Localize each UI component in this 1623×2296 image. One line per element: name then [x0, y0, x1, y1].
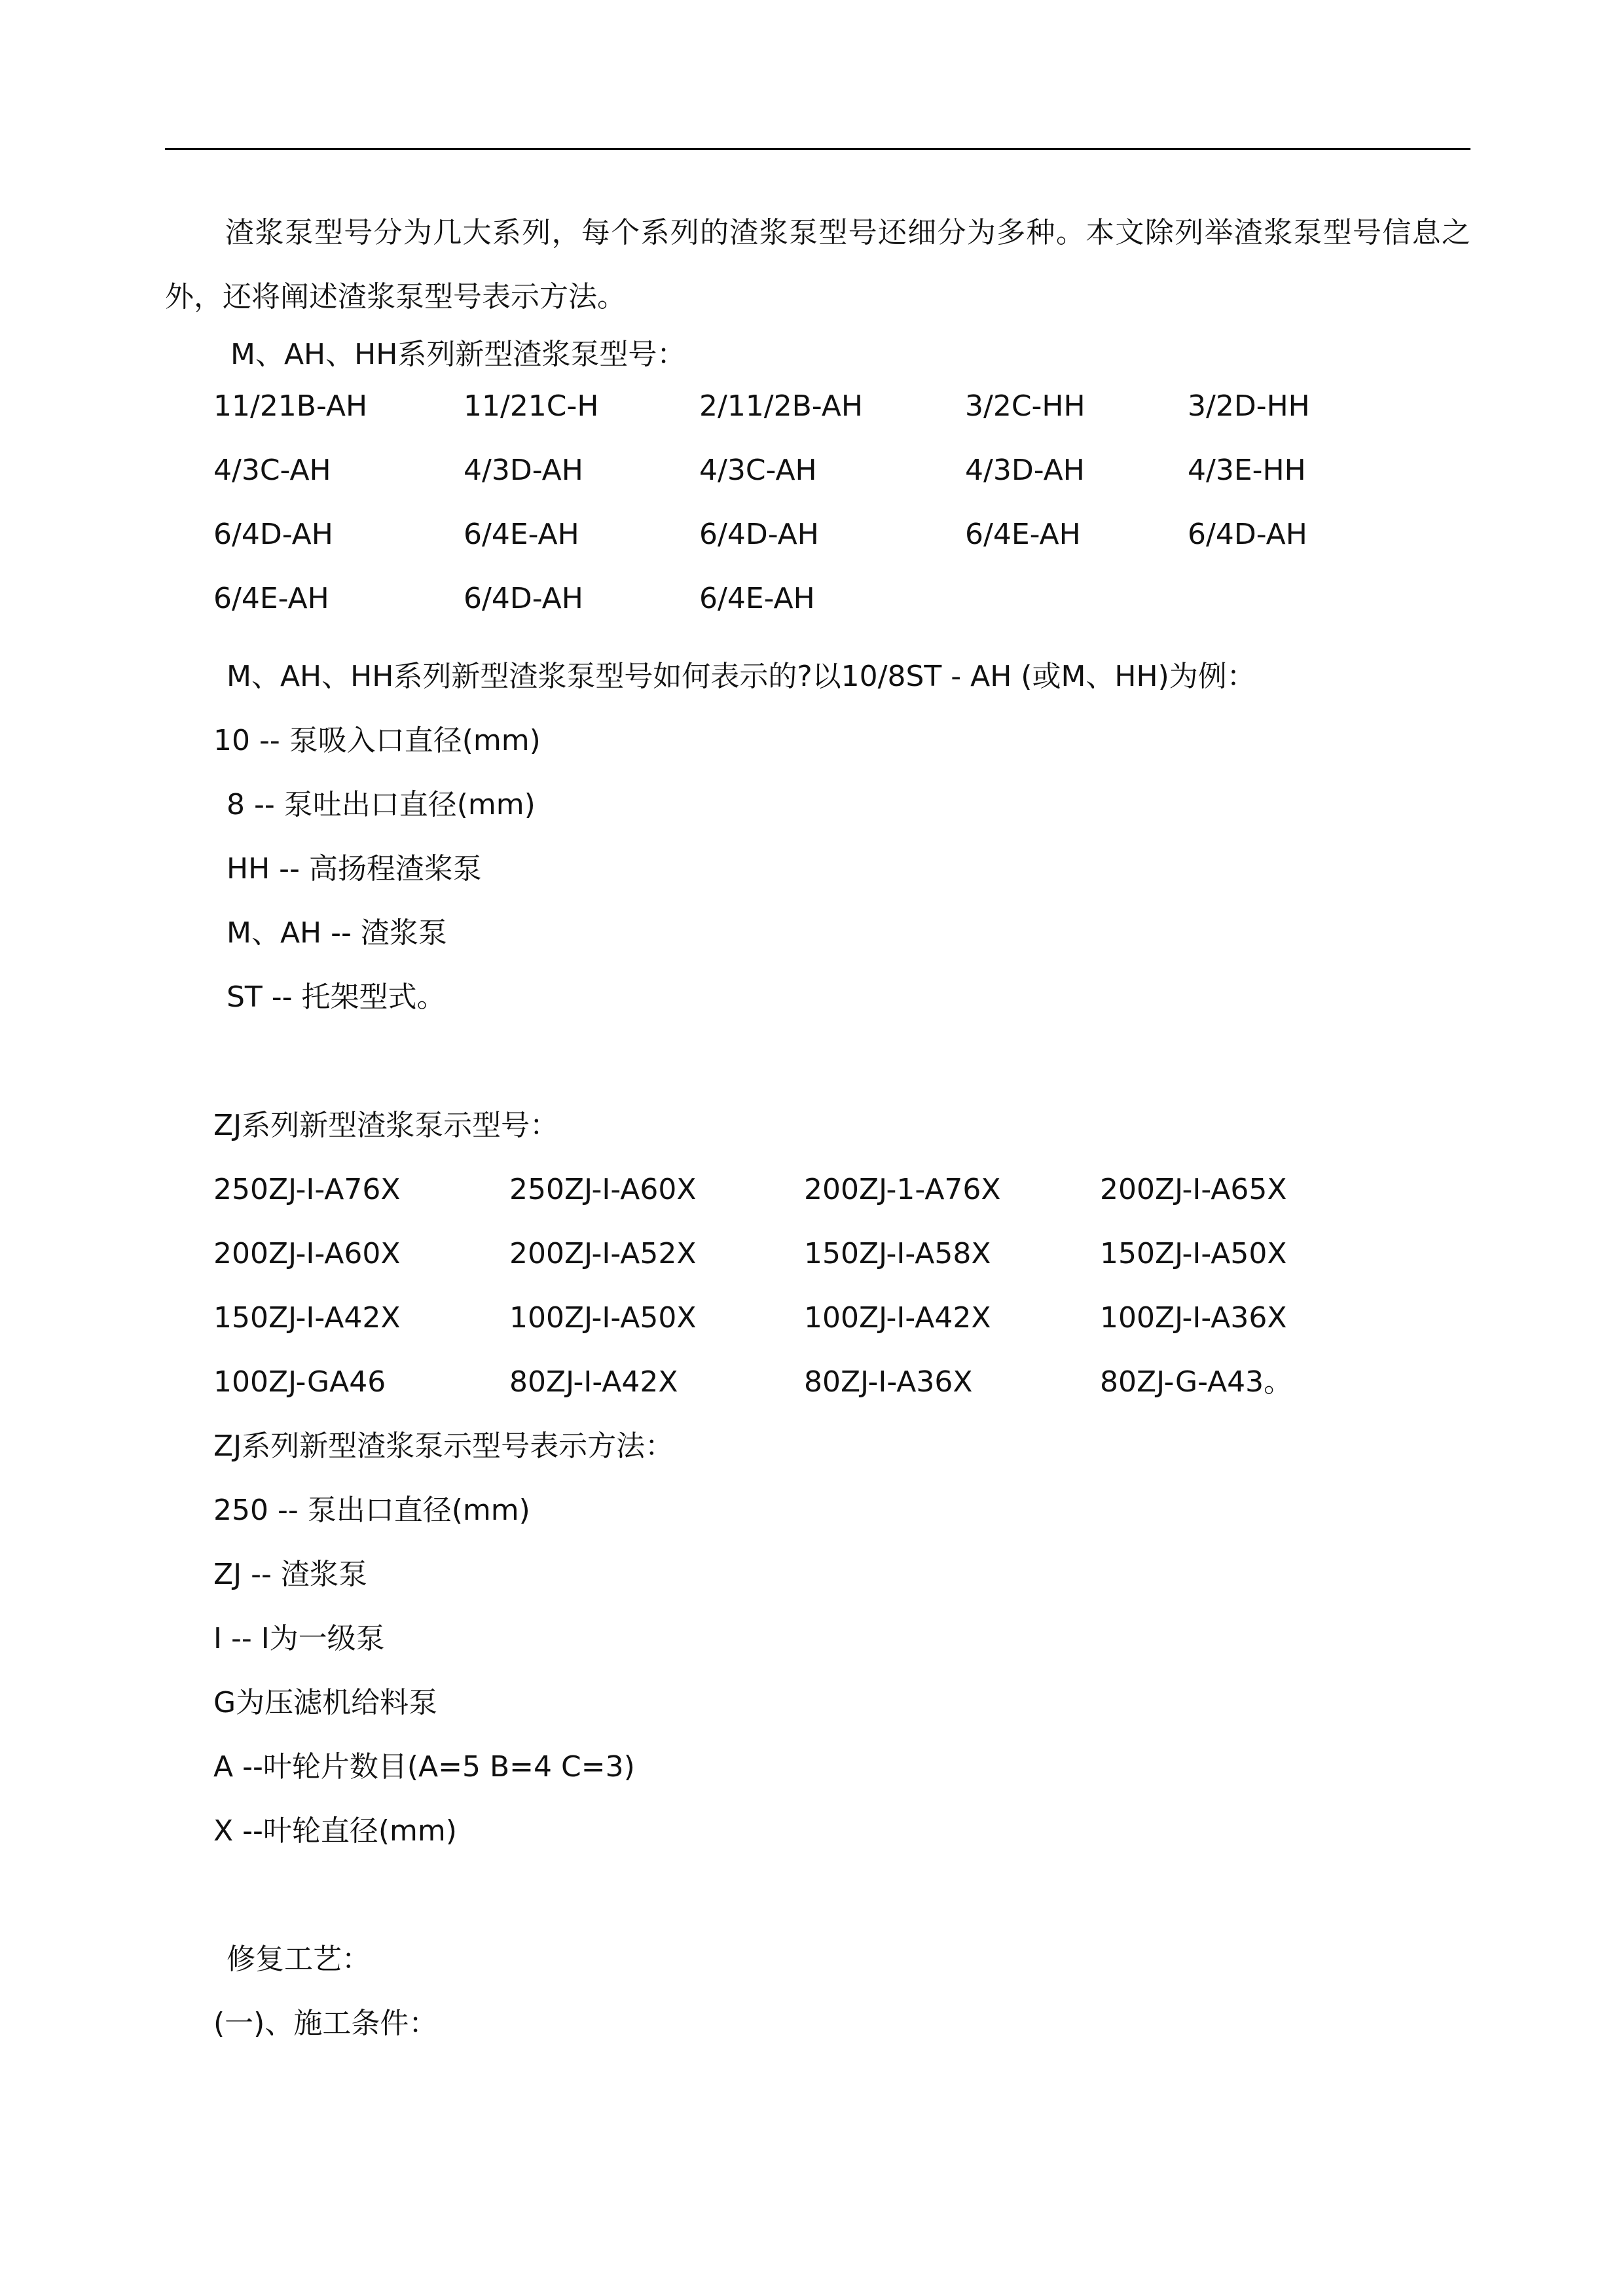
model-cell: 250ZJ-I-A76X [213, 1173, 401, 1206]
explain-line: I -- I为一级泵 [213, 1622, 385, 1655]
model-cell: 6/4D-AH [464, 582, 583, 615]
model-cell: 4/3D-AH [965, 454, 1085, 487]
section2-explain-heading: ZJ系列新型渣浆泵示型号表示方法： [213, 1429, 674, 1463]
model-cell: 80ZJ-I-A42X [509, 1365, 678, 1399]
model-cell: 11/21C-H [464, 389, 599, 423]
model-cell: 200ZJ-1-A76X [804, 1173, 1001, 1206]
model-cell: 80ZJ-I-A36X [804, 1365, 973, 1399]
header-rule [165, 148, 1470, 150]
model-cell: 100ZJ-I-A42X [804, 1301, 991, 1335]
model-cell: 4/3C-AH [213, 454, 331, 487]
model-cell: 100ZJ-I-A50X [509, 1301, 697, 1335]
section1-heading: M、AH、HH系列新型渣浆泵型号： [230, 338, 686, 371]
explain-line: ZJ -- 渣浆泵 [213, 1558, 367, 1591]
explain-line: G为压滤机给料泵 [213, 1686, 438, 1719]
model-cell: 6/4E-AH [965, 518, 1081, 551]
model-cell: 80ZJ-G-A43。 [1100, 1365, 1293, 1399]
model-cell: 6/4D-AH [1188, 518, 1307, 551]
explain-line: 10 -- 泵吸入口直径(mm) [213, 724, 541, 757]
model-cell: 150ZJ-I-A58X [804, 1237, 991, 1270]
explain-line: X --叶轮直径(mm) [213, 1814, 457, 1848]
model-cell: 6/4E-AH [464, 518, 579, 551]
model-cell: 3/2C-HH [965, 389, 1085, 423]
section2-heading: ZJ系列新型渣浆泵示型号： [213, 1109, 559, 1142]
model-cell: 6/4E-AH [213, 582, 329, 615]
model-cell: 4/3D-AH [464, 454, 583, 487]
model-cell: 200ZJ-I-A52X [509, 1237, 697, 1270]
intro-paragraph: 渣浆泵型号分为几大系列，每个系列的渣浆泵型号还细分为多种。本文除列举渣浆泵型号信息之外，还将阐述渣浆泵型号表示方法。 [165, 216, 1470, 314]
model-cell: 3/2D-HH [1188, 389, 1310, 423]
model-cell: 6/4D-AH [699, 518, 819, 551]
section3-subheading: (一)、施工条件： [213, 2007, 438, 2040]
model-cell: 6/4E-AH [699, 582, 815, 615]
model-cell: 200ZJ-I-A65X [1100, 1173, 1287, 1206]
model-cell: 11/21B-AH [213, 389, 368, 423]
model-cell: 4/3E-HH [1188, 454, 1306, 487]
explain-line: A --叶轮片数目(A=5 B=4 C=3) [213, 1750, 635, 1784]
model-cell: 200ZJ-I-A60X [213, 1237, 401, 1270]
model-cell: 250ZJ-I-A60X [509, 1173, 697, 1206]
model-cell: 100ZJ-GA46 [213, 1365, 386, 1399]
model-cell: 150ZJ-I-A42X [213, 1301, 401, 1335]
model-cell: 100ZJ-I-A36X [1100, 1301, 1287, 1335]
model-cell: 6/4D-AH [213, 518, 333, 551]
explain-line: 8 -- 泵吐出口直径(mm) [227, 788, 536, 821]
explain-line: M、AH -- 渣浆泵 [227, 916, 447, 950]
explain-line: ST -- 托架型式。 [227, 980, 446, 1014]
explain-line: HH -- 高扬程渣桨泵 [227, 852, 482, 886]
section3-heading: 修复工艺： [227, 1943, 371, 1976]
model-cell: 150ZJ-I-A50X [1100, 1237, 1287, 1270]
section1-explain-heading: M、AH、HH系列新型渣浆泵型号如何表示的?以10/8ST - AH (或M、HH)为例： [227, 660, 1256, 693]
model-cell: 4/3C-AH [699, 454, 817, 487]
explain-line: 250 -- 泵出口直径(mm) [213, 1494, 530, 1527]
model-cell: 2/11/2B-AH [699, 389, 863, 423]
